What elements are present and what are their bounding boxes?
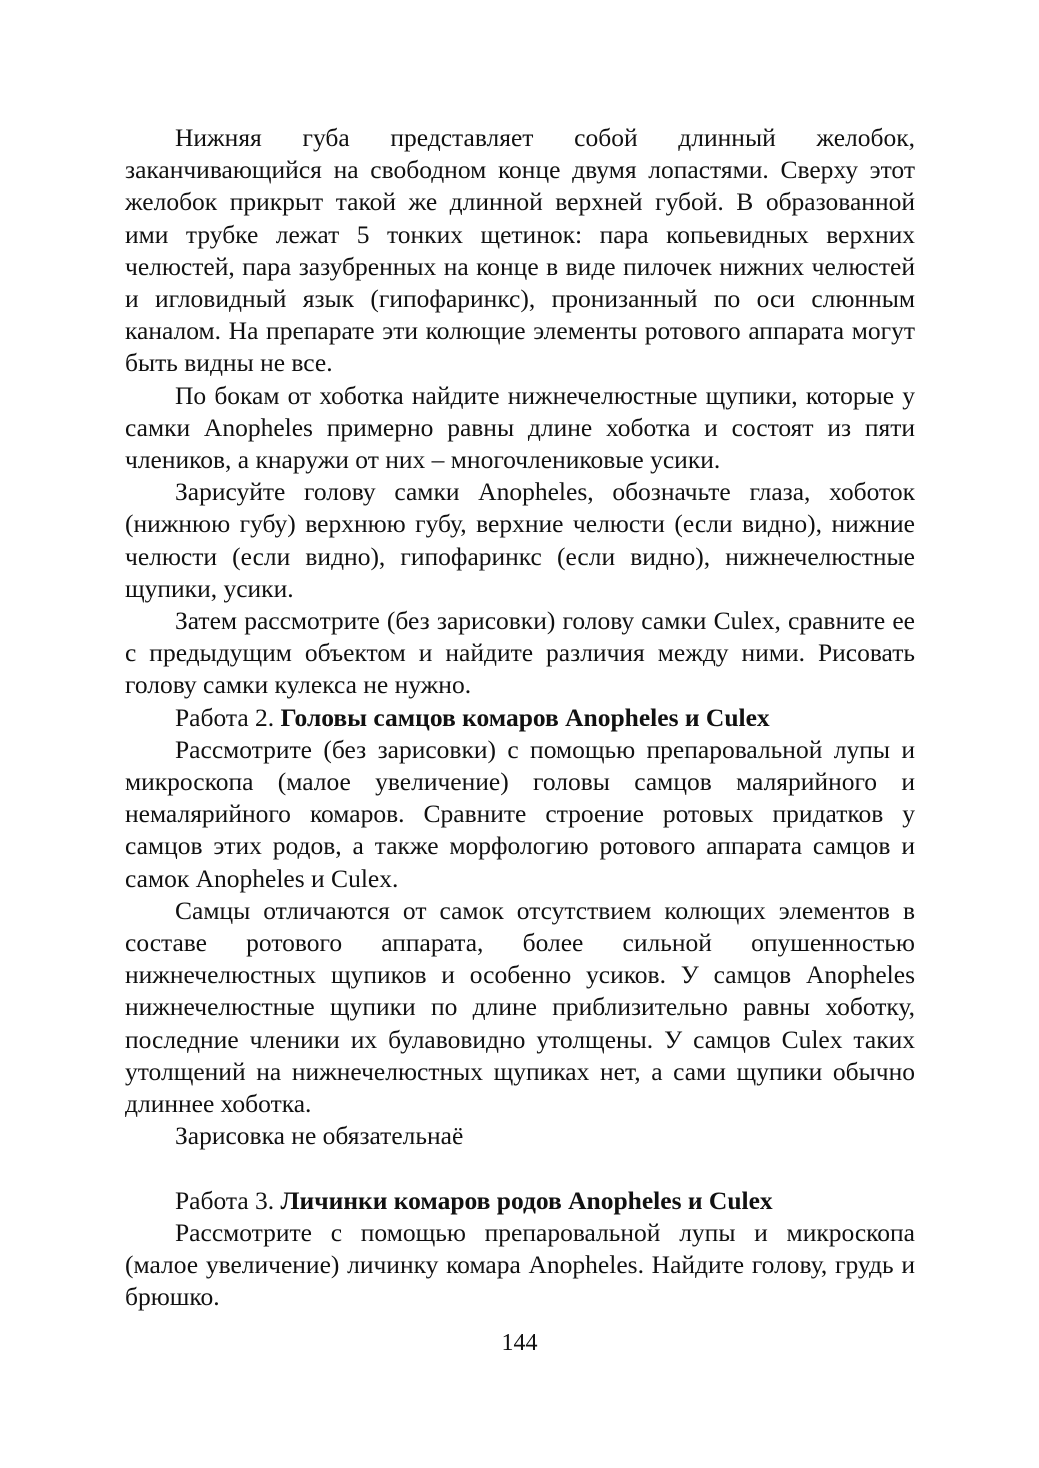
paragraph-palps: По бокам от хоботка найдите нижнечелюстные щупики, которые у самки Anopheles примерно равны длине хоботка и состоят из пяти члеников, а кнаружи от них – многочлениковые усики. — [125, 380, 915, 475]
page-number: 144 — [501, 1330, 538, 1356]
paragraph-male-heads: Рассмотрите (без зарисовки) с помощью препаровальной лупы и микроскопа (малое увеличение) головы самцов малярийного и немалярийного комаров. Сравните строение ротовых придатков у самцов этих родов, а также морфологию ротового аппарата самцов и самок Anopheles и Culex. — [125, 734, 915, 893]
heading-work-3-prefix: Работа 3. — [175, 1185, 281, 1215]
blank-line — [125, 1153, 915, 1185]
paragraph-drawing-optional: Зарисовка не обязательнаё — [175, 1121, 464, 1151]
paragraph-culex-female: Затем рассмотрите (без зарисовки) голову самки Culex, сравните ее с предыдущим объектом и найдите различия между ними. Рисовать голову самки кулекса не нужно. — [125, 606, 915, 700]
paragraph-draw-head: Зарисуйте голову самки Anopheles, обозначьте глаза, хоботок (нижнюю губу) верхнюю губу, верхние челюсти (если видно), нижние челюсти (если видно), гипофаринкс (если видно), нижнечелюстные щупики, усики. — [125, 477, 915, 603]
paragraph-lower-lip: Нижняя губа представляет собой длинный желобок, заканчивающийся на свободном конце двумя лопастями. Сверху этот желобок прикрыт такой же длинной верхней губой. В образованной ими трубке лежат 5 тонких щетинок: пара копьевидных верхних челюстей, пара зазубренных на конце в виде пилочек нижних челюстей и игловидный язык (гипофаринкс), пронизанный по оси слюнным каналом. На препарате эти колющие элементы ротового аппарата могут быть видны не все. — [125, 123, 915, 378]
heading-work-3 — [125, 1185, 915, 1217]
heading-work-2 — [125, 702, 915, 734]
page-content — [125, 122, 915, 1314]
paragraph-larvae: Рассмотрите с помощью препаровальной лупы и микроскопа (малое увеличение) личинку комара Anopheles. Найдите голову, грудь и брюшко. — [125, 1217, 915, 1312]
heading-work-2-title: Головы самцов комаров Anopheles и Culex — [280, 702, 770, 732]
heading-work-3-title: Личинки комаров родов Anopheles и Culex — [280, 1185, 773, 1215]
paragraph-male-differences: Самцы отличаются от самок отсутствием колющих элементов в составе ротового аппарата, более сильной опушенностью нижнечелюстных щупиков и особенно усиков. У самцов Anopheles нижнечелюстные щупики по длине приблизительно равны хоботку, последние членики их булавовидно утолщены. У самцов Culex таких утолщений на нижнечелюстных щупиках нет, а сами щупики обычно длиннее хоботка. — [125, 895, 915, 1119]
heading-work-2-prefix: Работа 2. — [175, 702, 281, 732]
